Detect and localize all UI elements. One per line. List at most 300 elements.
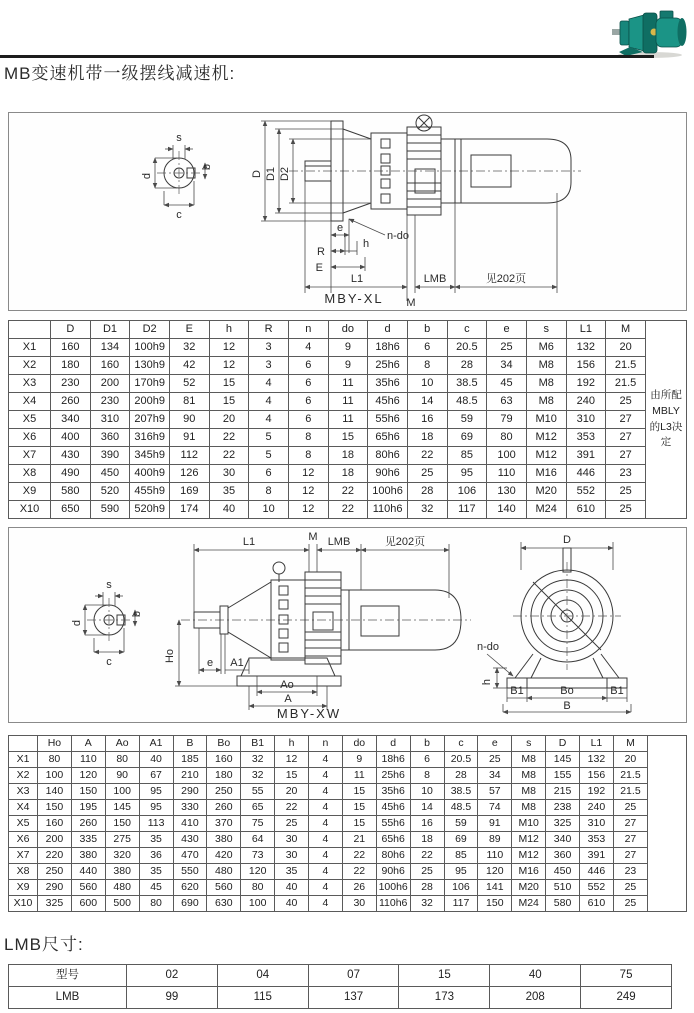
cell-value: 85 — [447, 447, 487, 465]
cell-value: 6 — [407, 339, 447, 357]
reducer-assembly-view — [181, 562, 471, 686]
cell-value: 22 — [275, 800, 309, 816]
cell-value: 40 — [275, 880, 309, 896]
column-header — [9, 736, 38, 752]
cell-value: M12 — [512, 848, 546, 864]
cell-value: 27 — [606, 447, 646, 465]
cell-value: 552 — [566, 483, 606, 501]
cell-value: 134 — [90, 339, 130, 357]
row-label: X10 — [9, 501, 51, 519]
cell-value: 25 — [606, 483, 646, 501]
cell-value: 27 — [613, 848, 647, 864]
cell-value: 90 — [105, 768, 139, 784]
dim-label-A: A — [284, 693, 292, 705]
cell-value: 220 — [38, 848, 72, 864]
column-header: 04 — [217, 965, 308, 987]
cell-value: 117 — [444, 896, 478, 912]
cell-value: 6 — [249, 465, 289, 483]
cell-value: 80 — [139, 896, 173, 912]
cell-value: 4 — [309, 848, 343, 864]
cell-value: 391 — [580, 848, 614, 864]
cell-value: 8 — [407, 357, 447, 375]
dim-label-e: e — [336, 222, 344, 234]
cell-value: 240 — [566, 393, 606, 411]
cell-value: 75 — [241, 816, 275, 832]
cell-value: 200 — [90, 375, 130, 393]
top-divider-rule — [0, 55, 654, 58]
cell-value: 18 — [410, 832, 444, 848]
cell-value: 240 — [580, 800, 614, 816]
column-header: B — [173, 736, 207, 752]
cell-value: 580 — [546, 896, 580, 912]
row-label: X4 — [9, 393, 51, 411]
cell-value: M16 — [512, 864, 546, 880]
column-header: D — [51, 321, 91, 339]
cell-value: 8 — [410, 768, 444, 784]
row-label: X4 — [9, 800, 38, 816]
row-label: X9 — [9, 880, 38, 896]
cell-value: 35h6 — [368, 375, 408, 393]
dim-label-n-do: n-do — [477, 641, 500, 653]
cell-value: 400 — [51, 429, 91, 447]
cell-value: 20.5 — [444, 752, 478, 768]
cell-value: 85 — [444, 848, 478, 864]
cell-value: M8 — [512, 768, 546, 784]
cell-value: 490 — [51, 465, 91, 483]
cell-value: 450 — [90, 465, 130, 483]
cell-value: 12 — [288, 483, 328, 501]
table-row — [9, 864, 687, 880]
cell-value: 16 — [410, 816, 444, 832]
cell-value: 15 — [275, 768, 309, 784]
column-header: M — [606, 321, 646, 339]
cell-value: 250 — [207, 784, 241, 800]
product-photo — [610, 8, 688, 58]
column-header: D — [546, 736, 580, 752]
table-row — [9, 501, 687, 519]
cell-value: 15 — [328, 429, 368, 447]
row-label: X7 — [9, 447, 51, 465]
table-row — [9, 375, 687, 393]
cell-value: 192 — [566, 375, 606, 393]
column-header: b — [407, 321, 447, 339]
cell-value: 120 — [71, 768, 105, 784]
mby-xw-table — [8, 735, 687, 912]
cell-value: 520h9 — [130, 501, 170, 519]
cell-value: 610 — [580, 896, 614, 912]
technical-drawing-mby-xw — [8, 527, 687, 723]
cell-value: 32 — [169, 339, 209, 357]
cell-value: 21.5 — [606, 375, 646, 393]
column-header: A1 — [139, 736, 173, 752]
cell-value: 38.5 — [447, 375, 487, 393]
cell-value: 25 — [613, 896, 647, 912]
cell-value: 110h6 — [376, 896, 410, 912]
dim-label-E: E — [315, 262, 323, 274]
cell-value: 11 — [328, 411, 368, 429]
column-header: Ao — [105, 736, 139, 752]
cell-value: 113 — [139, 816, 173, 832]
cell-value: 260 — [207, 800, 241, 816]
cell-value: 330 — [173, 800, 207, 816]
cell-value: 155 — [546, 768, 580, 784]
cell-value: 630 — [207, 896, 241, 912]
dim-label-B: B — [563, 700, 571, 712]
pedestal-leg-right — [593, 654, 619, 678]
cell-value: 446 — [580, 864, 614, 880]
cell-value: M12 — [526, 429, 566, 447]
cell-value: 520 — [90, 483, 130, 501]
cell-value: 91 — [478, 816, 512, 832]
cell-value: 8 — [288, 447, 328, 465]
cell-value: 8 — [288, 429, 328, 447]
row-label: X8 — [9, 864, 38, 880]
cell-value: 440 — [71, 864, 105, 880]
cell-value: 126 — [169, 465, 209, 483]
cell-value: 25 — [407, 465, 447, 483]
cell-value: 6 — [288, 393, 328, 411]
cell-value: 15 — [342, 800, 376, 816]
dim-label-L1: L1 — [242, 536, 256, 548]
side-note — [648, 736, 687, 912]
mby-xl-diagram — [9, 113, 686, 308]
cell-value: 26 — [342, 880, 376, 896]
cell-value: 260 — [71, 816, 105, 832]
cell-value: 9 — [342, 752, 376, 768]
dim-label-c: c — [106, 656, 112, 668]
column-header: d — [376, 736, 410, 752]
shaft-end-view — [141, 132, 213, 221]
table-row — [9, 800, 687, 816]
cell-value: 73 — [241, 848, 275, 864]
cell-value: 156 — [566, 357, 606, 375]
cell-value: 12 — [288, 465, 328, 483]
column-header: M — [613, 736, 647, 752]
dim-label-b: b — [201, 163, 213, 171]
cell-value: 260 — [51, 393, 91, 411]
cell-value: 100 — [38, 768, 72, 784]
cell-value: 6 — [410, 752, 444, 768]
row-label: X1 — [9, 339, 51, 357]
cell-value: 480 — [207, 864, 241, 880]
cell-value: 21.5 — [606, 357, 646, 375]
cell-value: 32 — [407, 501, 447, 519]
cell-value: M12 — [512, 832, 546, 848]
cell-value: 4 — [309, 896, 343, 912]
cell-value: 69 — [447, 429, 487, 447]
cell-value: 35 — [139, 864, 173, 880]
cell-value: 4 — [309, 864, 343, 880]
dim-label-D: D — [563, 534, 571, 546]
cell-value: M8 — [512, 800, 546, 816]
column-header: b — [410, 736, 444, 752]
table-row — [9, 752, 687, 768]
cell-value: 130 — [487, 483, 527, 501]
column-header: 型号 — [9, 965, 127, 987]
column-header: c — [444, 736, 478, 752]
cell-value: 27 — [606, 429, 646, 447]
cell-value: 650 — [51, 501, 91, 519]
table-row — [9, 848, 687, 864]
cell-value: 74 — [478, 800, 512, 816]
dim-label-e: e — [206, 657, 214, 669]
dim-label-d: d — [141, 172, 153, 180]
cell-value: 25 — [613, 800, 647, 816]
cell-value: 80 — [105, 752, 139, 768]
cell-value: 40 — [275, 896, 309, 912]
cell-value: 316h9 — [130, 429, 170, 447]
cell-value: 560 — [71, 880, 105, 896]
cell-value: 150 — [71, 784, 105, 800]
cell-value: 9 — [328, 339, 368, 357]
dim-label-D1: D1 — [265, 166, 277, 182]
see-page-note: 见202页 — [485, 273, 527, 285]
dim-label-b: b — [131, 610, 143, 618]
column-header: 07 — [308, 965, 399, 987]
cell-value: 80 — [38, 752, 72, 768]
cell-value: 335 — [71, 832, 105, 848]
cell-value: 500 — [105, 896, 139, 912]
cell-value: 25h6 — [368, 357, 408, 375]
cell-value: 22 — [328, 483, 368, 501]
cell-value: 160 — [38, 816, 72, 832]
cell-value: M12 — [526, 447, 566, 465]
cell-value: 30 — [275, 832, 309, 848]
table-row — [9, 768, 687, 784]
cell-value: 345h9 — [130, 447, 170, 465]
mby-xw-diagram — [9, 528, 686, 720]
dim-label-B1-left: B1 — [510, 685, 524, 697]
cell-value: 410 — [173, 816, 207, 832]
dimension-lines — [251, 121, 557, 308]
cell-value: 320 — [105, 848, 139, 864]
cell-value: 12 — [288, 501, 328, 519]
cell-value: 20 — [275, 784, 309, 800]
mby-xl-dimension-table — [8, 320, 687, 519]
cell-value: 25 — [275, 816, 309, 832]
dim-label-Bo: Bo — [560, 685, 574, 697]
cell-value: 230 — [90, 393, 130, 411]
cell-value: 110 — [478, 848, 512, 864]
cell-value: 15 — [209, 375, 249, 393]
cell-value: 170h9 — [130, 375, 170, 393]
cell-value: 35 — [275, 864, 309, 880]
cell-value: 27 — [606, 411, 646, 429]
cell-value: 180 — [51, 357, 91, 375]
cell-value: 25h6 — [376, 768, 410, 784]
cell-value: 560 — [207, 880, 241, 896]
cell-value: 28 — [444, 768, 478, 784]
column-header: 75 — [581, 965, 672, 987]
column-header: s — [512, 736, 546, 752]
cell-value: 9 — [328, 357, 368, 375]
cell-value: 21.5 — [613, 784, 647, 800]
drawing-caption: MBY-XL — [324, 291, 384, 306]
column-header: 40 — [490, 965, 581, 987]
drawing-caption: MBY-XW — [276, 706, 342, 720]
cell-value: 391 — [566, 447, 606, 465]
cell-value: M8 — [512, 784, 546, 800]
cell-value: 400h9 — [130, 465, 170, 483]
cell-value: 79 — [487, 411, 527, 429]
dim-label-A1: A1 — [230, 657, 244, 669]
cell-value: 340 — [546, 832, 580, 848]
cell-value: 18 — [328, 465, 368, 483]
cell-value: M16 — [526, 465, 566, 483]
cell-value: 380 — [207, 832, 241, 848]
dim-label-B1-right: B1 — [610, 685, 624, 697]
cell-value: 89 — [478, 832, 512, 848]
cell-value: 4 — [309, 768, 343, 784]
cell-value: 325 — [546, 816, 580, 832]
cell-value: 22 — [342, 864, 376, 880]
cell-value: 38.5 — [444, 784, 478, 800]
dim-label-D: D — [251, 170, 263, 178]
column-header: Ho — [38, 736, 72, 752]
column-header: 15 — [399, 965, 490, 987]
cell-value: 20 — [606, 339, 646, 357]
dim-label-s: s — [176, 132, 182, 144]
cell-value: 12 — [275, 752, 309, 768]
cell-value: 80 — [241, 880, 275, 896]
cell-value: 230 — [51, 375, 91, 393]
cell-value: 20.5 — [447, 339, 487, 357]
cell-value: 35 — [209, 483, 249, 501]
cell-value: 10 — [407, 375, 447, 393]
dim-label-s: s — [106, 579, 112, 591]
cell-value: 18h6 — [376, 752, 410, 768]
cell-value: 455h9 — [130, 483, 170, 501]
column-header: R — [249, 321, 289, 339]
cell-value: 275 — [105, 832, 139, 848]
column-header: Bo — [207, 736, 241, 752]
cell-value: 99 — [127, 987, 218, 1009]
motor-terminal-box — [361, 606, 399, 636]
cell-value: 150 — [105, 816, 139, 832]
technical-drawing-mby-xl — [8, 112, 687, 311]
cell-value: 80 — [487, 429, 527, 447]
cell-value: 18 — [407, 429, 447, 447]
cell-value: 420 — [207, 848, 241, 864]
cell-value: 100h6 — [368, 483, 408, 501]
header-row — [9, 965, 672, 987]
cell-value: 25 — [606, 501, 646, 519]
cell-value: 208 — [490, 987, 581, 1009]
cell-value: 132 — [566, 339, 606, 357]
cell-value: 59 — [444, 816, 478, 832]
row-label: X6 — [9, 429, 51, 447]
cell-value: 106 — [447, 483, 487, 501]
row-label: X3 — [9, 375, 51, 393]
cell-value: 325 — [38, 896, 72, 912]
cell-value: 112 — [169, 447, 209, 465]
page-title: MB变速机带一级摆线减速机: — [4, 64, 236, 83]
dim-label-c: c — [176, 209, 182, 221]
table-row — [9, 411, 687, 429]
cell-value: 173 — [399, 987, 490, 1009]
cell-value: M24 — [512, 896, 546, 912]
column-header: 02 — [127, 965, 218, 987]
row-label: X1 — [9, 752, 38, 768]
cell-value: 160 — [90, 357, 130, 375]
cell-value: M20 — [512, 880, 546, 896]
cell-value: 310 — [580, 816, 614, 832]
column-header: d — [368, 321, 408, 339]
cell-value: 25 — [410, 864, 444, 880]
cell-value: 25 — [487, 339, 527, 357]
cell-value: 21.5 — [613, 768, 647, 784]
cell-value: 6 — [288, 375, 328, 393]
cell-value: 91 — [169, 429, 209, 447]
cell-value: M10 — [526, 411, 566, 429]
cell-value: 81 — [169, 393, 209, 411]
cell-value: 27 — [613, 816, 647, 832]
cell-value: 22 — [328, 501, 368, 519]
cell-value: 32 — [241, 768, 275, 784]
cell-value: 117 — [447, 501, 487, 519]
dim-label-LMB: LMB — [423, 273, 447, 285]
cell-value: 28 — [447, 357, 487, 375]
cell-value: 100 — [241, 896, 275, 912]
cell-value: 25 — [613, 880, 647, 896]
column-header: do — [342, 736, 376, 752]
column-header — [9, 321, 51, 339]
cell-value: M8 — [526, 375, 566, 393]
cell-value: 36 — [139, 848, 173, 864]
cell-value: 8 — [249, 483, 289, 501]
cell-value: 18 — [328, 447, 368, 465]
cell-value: 15 — [209, 393, 249, 411]
cell-value: 11 — [342, 768, 376, 784]
dim-label-d: d — [71, 619, 83, 627]
cell-value: M8 — [512, 752, 546, 768]
cell-value: 11 — [328, 375, 368, 393]
cell-value: 25 — [606, 393, 646, 411]
mby-xw-dimension-table — [8, 735, 687, 912]
cell-value: 59 — [447, 411, 487, 429]
cell-value: 5 — [249, 429, 289, 447]
cell-value: 600 — [71, 896, 105, 912]
dim-label-Ao: Ao — [280, 679, 294, 691]
cell-value: 21 — [342, 832, 376, 848]
cell-value: 580 — [51, 483, 91, 501]
column-header: D1 — [90, 321, 130, 339]
column-header: c — [447, 321, 487, 339]
row-label: X2 — [9, 768, 38, 784]
cell-value: 550 — [173, 864, 207, 880]
cell-value: 23 — [606, 465, 646, 483]
header-row — [9, 321, 687, 339]
cell-value: 192 — [580, 784, 614, 800]
cell-value: 4 — [309, 800, 343, 816]
cell-value: 250 — [38, 864, 72, 880]
cell-value: 16 — [407, 411, 447, 429]
cell-value: 10 — [410, 784, 444, 800]
cell-value: 150 — [478, 896, 512, 912]
cell-value: 20 — [209, 411, 249, 429]
cell-value: 6 — [288, 411, 328, 429]
dim-label-L1: L1 — [350, 273, 364, 285]
cell-value: 195 — [71, 800, 105, 816]
cell-value: 110 — [71, 752, 105, 768]
cell-value: 115 — [217, 987, 308, 1009]
table-row — [9, 483, 687, 501]
cell-value: 64 — [241, 832, 275, 848]
cell-value: 55 — [241, 784, 275, 800]
cell-value: 110h6 — [368, 501, 408, 519]
dim-label-h: h — [363, 238, 370, 250]
cell-value: 80h6 — [376, 848, 410, 864]
